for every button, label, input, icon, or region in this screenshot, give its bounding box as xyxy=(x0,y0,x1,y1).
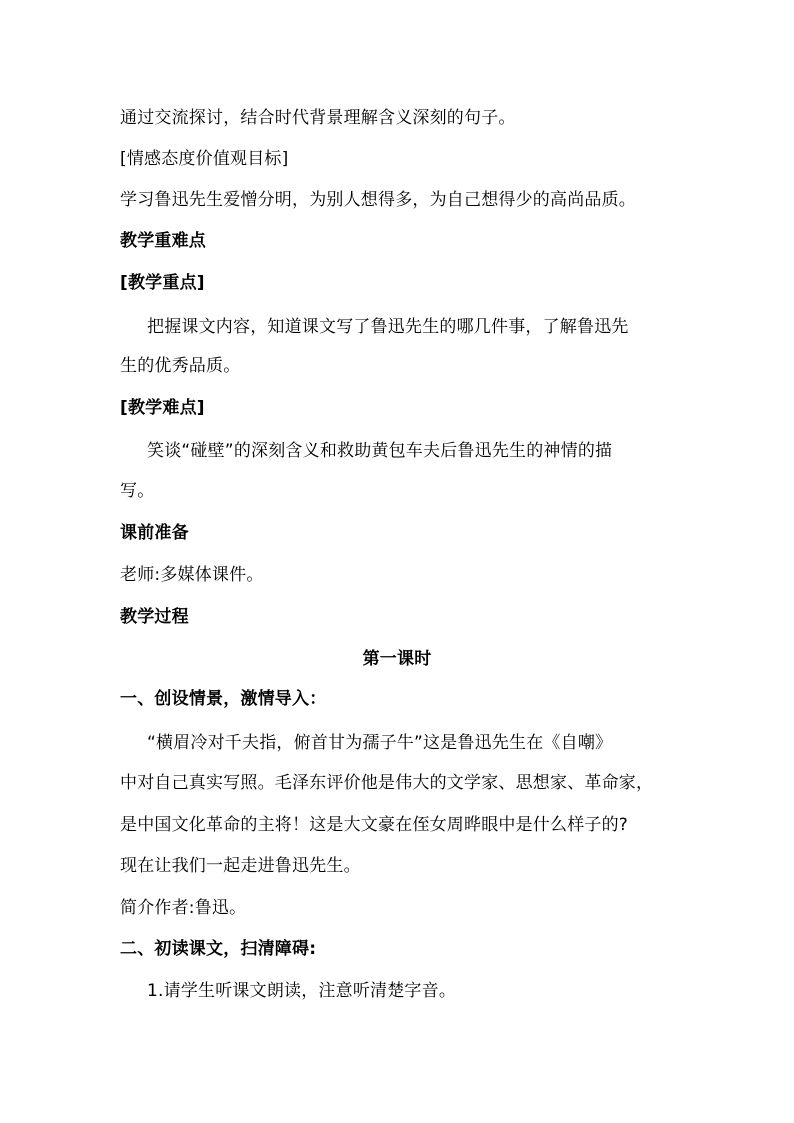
paragraph-line: 通过交流探讨，结合时代背景理解含义深刻的句子。 xyxy=(120,108,516,128)
section-heading-first-reading: 二、初读课文，扫清障碍: xyxy=(120,939,317,959)
paragraph-line: 简介作者:鲁迅。 xyxy=(120,898,247,918)
section-heading-intro: 一、创设情景，激情导入： xyxy=(120,689,327,709)
heading-preparation: 课前准备 xyxy=(120,523,189,543)
list-item: 1.请学生听课文朗读，注意听清楚字音。 xyxy=(147,981,457,1001)
paragraph-line: “横眉冷对千夫指，俯首甘为孺子牛”这是鲁迅先生在《自嘲》 xyxy=(147,733,613,753)
heading-key-difficulties: 教学重难点 xyxy=(120,231,206,251)
paragraph-line: 老师:多媒体课件。 xyxy=(120,565,264,585)
paragraph-line: 现在让我们一起走进鲁迅先生。 xyxy=(120,856,361,876)
paragraph-line: 学习鲁迅先生爱憎分明，为别人想得多，为自己想得少的高尚品质。 xyxy=(120,190,636,210)
paragraph-line: 中对自己真实写照。毛泽东评价他是伟大的文学家、思想家、革命家， xyxy=(120,773,654,793)
heading-teaching-process: 教学过程 xyxy=(120,607,189,627)
paragraph-line: 把握课文内容，知道课文写了鲁迅先生的哪几件事，了解鲁迅先 xyxy=(147,317,629,337)
paragraph-line: 笑谈“碰壁”的深刻含义和救助黄包车夫后鲁迅先生的神情的描 xyxy=(147,441,613,461)
paragraph-line: 写。 xyxy=(120,481,155,501)
lesson-title: 第一课时 xyxy=(362,649,432,669)
paragraph-line: 生的优秀品质。 xyxy=(120,356,241,376)
paragraph-line: 是中国文化革命的主将！这是大文豪在侄女周晔眼中是什么样子的? xyxy=(120,815,629,835)
subheading-difficulties: [教学难点] xyxy=(120,398,205,418)
subheading-key-points: [教学重点] xyxy=(120,273,205,293)
section-label-emotion-goal: [情感态度价值观目标] xyxy=(120,149,289,169)
